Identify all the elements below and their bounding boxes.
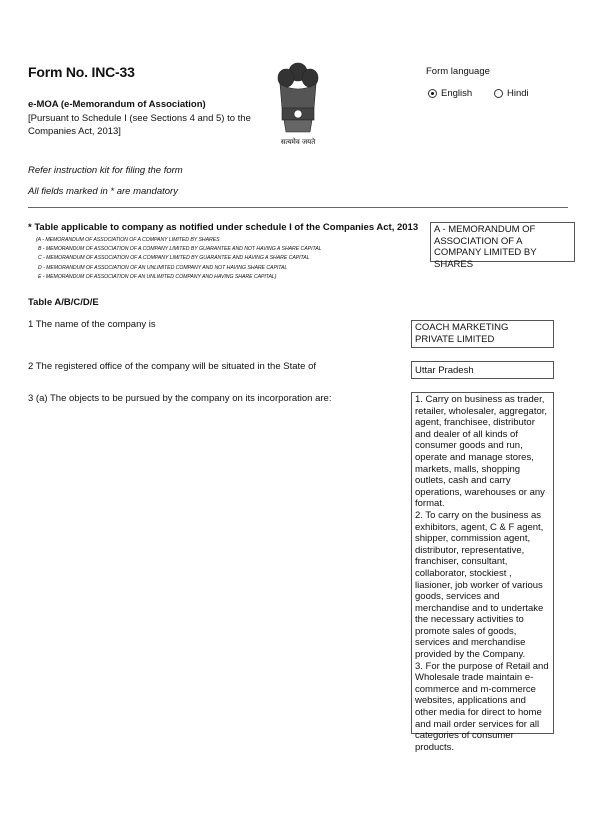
language-option-hindi[interactable] xyxy=(494,88,529,99)
table-option: D - MEMORANDUM OF ASSOCIATION OF AN UNLIMITED COMPANY AND NOT HAVING SHARE CAPITAL xyxy=(38,264,288,271)
table-options-list xyxy=(36,236,321,282)
form-title: e-MOA (e-Memorandum of Association) xyxy=(28,99,206,110)
national-emblem-icon xyxy=(270,58,326,150)
form-number: Form No. INC-33 xyxy=(28,64,135,80)
mandatory-note: All fields marked in * are mandatory xyxy=(28,186,178,197)
table-option: E - MEMORANDUM OF ASSOCIATION OF AN UNLIMITED COMPANY AND HAVING SHARE CAPITAL) xyxy=(38,273,277,280)
form-subtitle: [Pursuant to Schedule I (see Sections 4 and 5) to the Companies Act, 2013] xyxy=(28,113,251,137)
radio-hindi[interactable] xyxy=(494,89,503,98)
table-option: B - MEMORANDUM OF ASSOCIATION OF A COMPANY LIMITED BY GUARANTEE AND NOT HAVING A SHARE CAPITAL xyxy=(38,246,322,253)
table-applicable-heading: * Table applicable to company as notified under schedule I of the Companies Act, 2013 xyxy=(28,222,419,233)
language-option-english[interactable] xyxy=(428,88,472,99)
form-language-label: Form language xyxy=(426,66,490,77)
registered-state-field[interactable]: Uttar Pradesh xyxy=(411,361,554,379)
company-name-field[interactable]: COACH MARKETING PRIVATE LIMITED xyxy=(411,320,554,348)
objects-label: 3 (a) The objects to be pursued by the company on its incorporation are: xyxy=(28,393,332,404)
table-option: (A - MEMORANDUM OF ASSOCIATION OF A COMPANY LIMITED BY SHARES xyxy=(36,237,220,243)
radio-hindi-label: Hindi xyxy=(507,88,529,99)
divider xyxy=(28,207,568,208)
emblem-motto: सत्यमेव जयते xyxy=(280,138,316,146)
company-name-label: 1 The name of the company is xyxy=(28,319,156,330)
radio-english[interactable] xyxy=(428,89,437,98)
section-title: Table A/B/C/D/E xyxy=(28,297,99,308)
objects-textarea[interactable]: 1. Carry on business as trader, retailer, wholesaler, aggregator, agent, franchisee, distributor and dealer of all kinds of consumer goods and run, operate and manage stores, markets, malls, shopping outlets, cash and carry operations, warehouses or any format. 2. To carry on the business as exhibitors, agent, C & F agent, shipper, commission agent, distributor, representative, franchiser, consultant, collaborator, stockiest , liasioner, job worker of various goods, services and merchandise and to undertake the necessary activities to promote sales of goods, services and merchandise provided by the Company. 3. For the purpose of Retail and Wholesale trade maintain e-commerce and m-commerce websites, applications and other media for direct to home and mail order services for all categories of consumer products. xyxy=(411,392,554,734)
table-select-field[interactable]: A - MEMORANDUM OF ASSOCIATION OF A COMPANY LIMITED BY SHARES xyxy=(430,222,575,262)
registered-state-label: 2 The registered office of the company will be situated in the State of xyxy=(28,361,316,372)
table-option: C - MEMORANDUM OF ASSOCIATION OF A COMPANY LIMITED BY GUARANTEE AND HAVING A SHARE CAPITAL xyxy=(38,255,310,262)
instruction-note: Refer instruction kit for filing the form xyxy=(28,165,183,176)
radio-english-label: English xyxy=(441,88,473,99)
